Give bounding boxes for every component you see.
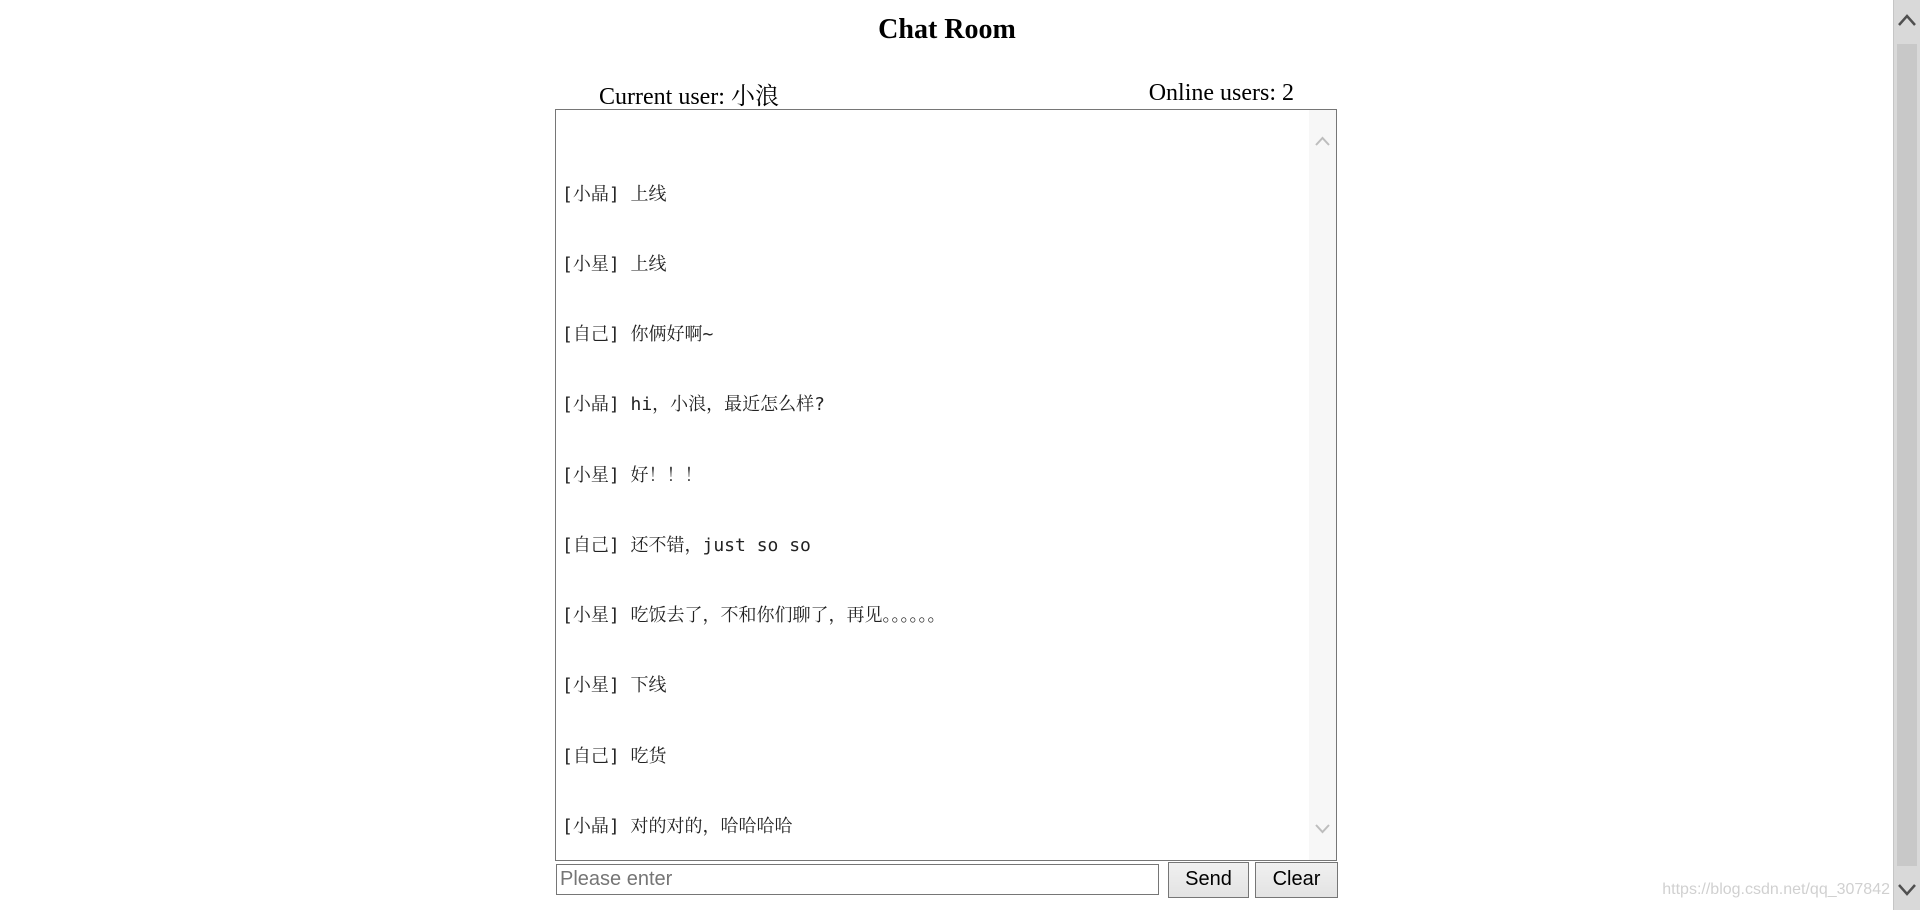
status-row xyxy=(599,76,1294,110)
watermark-text: https://blog.csdn.net/qq_307842 xyxy=(1662,881,1890,898)
scroll-down-icon[interactable] xyxy=(1313,819,1332,838)
message-input[interactable] xyxy=(556,864,1159,895)
chat-message: [小晶] 上线 xyxy=(562,183,667,205)
chat-scrollbar[interactable] xyxy=(1309,110,1336,860)
chat-message: [小晶] hi，小浪，最近怎么样? xyxy=(562,394,826,416)
page-scroll-up-icon[interactable] xyxy=(1896,10,1918,32)
page-scrollbar[interactable] xyxy=(1893,0,1920,910)
chat-message: [自己] 还不错，just so so xyxy=(562,534,811,556)
current-user-label: Current user: 小浪 xyxy=(599,83,779,110)
page-title: Chat Room xyxy=(878,14,1016,45)
chat-message: [小星] 下线 xyxy=(562,675,667,697)
chat-message: [小星] 好！！！ xyxy=(562,464,703,486)
chat-message: [小星] 上线 xyxy=(562,254,667,276)
scroll-up-icon[interactable] xyxy=(1313,132,1332,151)
chat-message: [小晶] 对的对的，哈哈哈哈 xyxy=(562,815,793,837)
chat-message: [自己] 吃货 xyxy=(562,745,667,767)
composer xyxy=(556,862,1338,897)
page-scroll-down-icon[interactable] xyxy=(1896,878,1918,900)
page-scroll-thumb[interactable] xyxy=(1897,44,1917,866)
chat-message: [小星] 吃饭去了，不和你们聊了，再见。。。。。。 xyxy=(562,605,946,627)
clear-button[interactable]: Clear xyxy=(1255,862,1338,898)
chat-message: [自己] 你俩好啊~ xyxy=(562,324,714,346)
send-button[interactable]: Send xyxy=(1168,862,1249,898)
chat-log-textarea[interactable] xyxy=(555,109,1337,861)
online-users-label: Online users: 2 xyxy=(1148,79,1294,106)
chat-message-list xyxy=(562,136,1302,861)
